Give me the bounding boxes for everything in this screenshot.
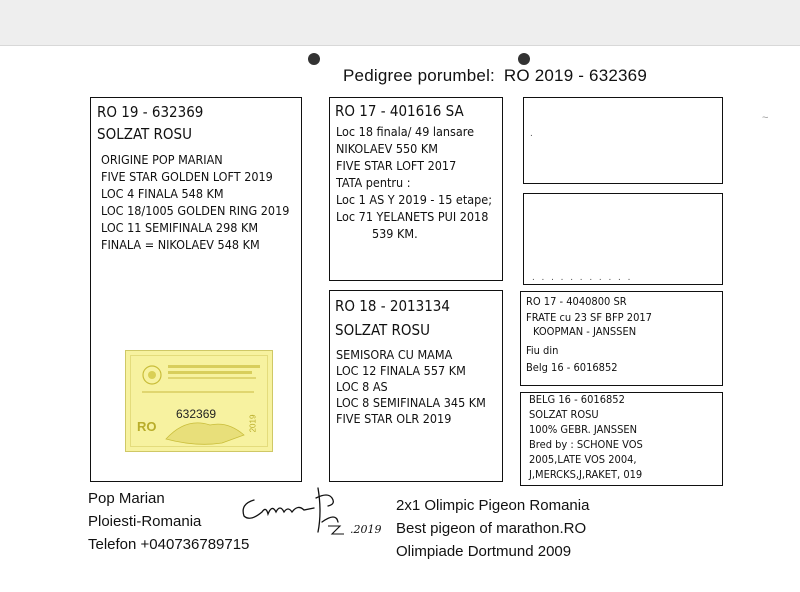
dam-sire-line: FRATE cu 23 SF BFP 2017 bbox=[526, 311, 652, 324]
ring-certificate-stamp bbox=[125, 350, 273, 452]
punch-hole-right bbox=[518, 53, 530, 65]
sire-sire-box bbox=[523, 97, 723, 184]
dam-line: LOC 8 SEMIFINALA 345 KM bbox=[336, 395, 486, 410]
dam-id: RO 18 - 2013134 bbox=[335, 297, 450, 315]
dam-box bbox=[329, 290, 503, 482]
sire-line: TATA pentru : bbox=[336, 175, 411, 190]
signature-date: .2019 bbox=[350, 523, 382, 536]
sire-line: Loc 71 YELANETS PUI 2018 bbox=[336, 209, 489, 224]
cut-off-text: . . . . . . . . . . . bbox=[532, 272, 633, 283]
stamp-graphic bbox=[126, 351, 274, 453]
dam-dam-id: BELG 16 - 6016852 bbox=[529, 393, 625, 406]
stamp-ring-number: 632369 bbox=[176, 407, 217, 421]
owner-city: Ploiesti-Romania bbox=[88, 513, 202, 530]
achievement-line: Olimpiade Dortmund 2009 bbox=[396, 543, 572, 560]
subject-line: LOC 11 SEMIFINALA 298 KM bbox=[101, 220, 259, 235]
sire-line: FIVE STAR LOFT 2017 bbox=[336, 158, 457, 173]
achievement-line: 2x1 Olimpic Pigeon Romania bbox=[396, 497, 590, 514]
sire-line: Loc 1 AS Y 2019 - 15 etape; bbox=[336, 192, 492, 207]
title-code: RO 2019 - 632369 bbox=[503, 66, 647, 85]
empty-mark: . bbox=[530, 128, 535, 139]
dam-dam-line: 2005,LATE VOS 2004, bbox=[529, 453, 637, 466]
owner-phone: Telefon +040736789715 bbox=[88, 536, 250, 553]
sire-line: NIKOLAEV 550 KM bbox=[336, 141, 438, 156]
dam-name: SOLZAT ROSU bbox=[335, 321, 430, 339]
sire-box bbox=[329, 97, 503, 281]
dam-dam-line: J,MERCKS,J,RAKET, 019 bbox=[529, 468, 643, 481]
dam-line: FIVE STAR OLR 2019 bbox=[336, 411, 452, 426]
dam-sire-id: RO 17 - 4040800 SR bbox=[526, 295, 627, 308]
subject-line: LOC 4 FINALA 548 KM bbox=[101, 186, 224, 201]
dam-line: LOC 12 FINALA 557 KM bbox=[336, 363, 466, 378]
margin-mark: ~ bbox=[762, 112, 769, 124]
subject-line: LOC 18/1005 GOLDEN RING 2019 bbox=[101, 203, 290, 218]
subject-name: SOLZAT ROSU bbox=[97, 125, 192, 143]
subject-line: FIVE STAR GOLDEN LOFT 2019 bbox=[101, 169, 273, 184]
sire-line: Loc 18 finala/ 49 lansare bbox=[336, 124, 475, 139]
sire-line: 539 KM. bbox=[372, 226, 418, 241]
scan-top-margin bbox=[0, 0, 800, 46]
stamp-country: RO bbox=[137, 419, 157, 434]
dam-sire-line: Fiu din bbox=[526, 344, 559, 357]
dam-dam-name: SOLZAT ROSU bbox=[529, 408, 599, 421]
dam-sire-box bbox=[520, 291, 723, 386]
dam-sire-line: Belg 16 - 6016852 bbox=[526, 361, 618, 374]
sire-id: RO 17 - 401616 SA bbox=[335, 102, 464, 120]
subject-line: ORIGINE POP MARIAN bbox=[101, 152, 223, 167]
dam-dam-line: Bred by : SCHONE VOS bbox=[529, 438, 643, 451]
dam-dam-line: 100% GEBR. JANSSEN bbox=[529, 423, 638, 436]
page-title bbox=[343, 66, 647, 86]
owner-name: Pop Marian bbox=[88, 490, 165, 507]
dam-line: SEMISORA CU MAMA bbox=[336, 347, 453, 362]
punch-hole-left bbox=[308, 53, 320, 65]
handwritten-signature bbox=[236, 482, 356, 538]
subject-line: FINALA = NIKOLAEV 548 KM bbox=[101, 237, 260, 252]
dam-sire-line: KOOPMAN - JANSSEN bbox=[533, 325, 637, 338]
dam-dam-box bbox=[520, 392, 723, 486]
title-label: Pedigree porumbel: bbox=[343, 66, 495, 85]
sire-dam-box bbox=[523, 193, 723, 285]
dam-line: LOC 8 AS bbox=[336, 379, 388, 394]
stamp-year: 2019 bbox=[248, 414, 258, 433]
subject-id: RO 19 - 632369 bbox=[97, 103, 204, 121]
achievement-line: Best pigeon of marathon.RO bbox=[396, 520, 587, 537]
